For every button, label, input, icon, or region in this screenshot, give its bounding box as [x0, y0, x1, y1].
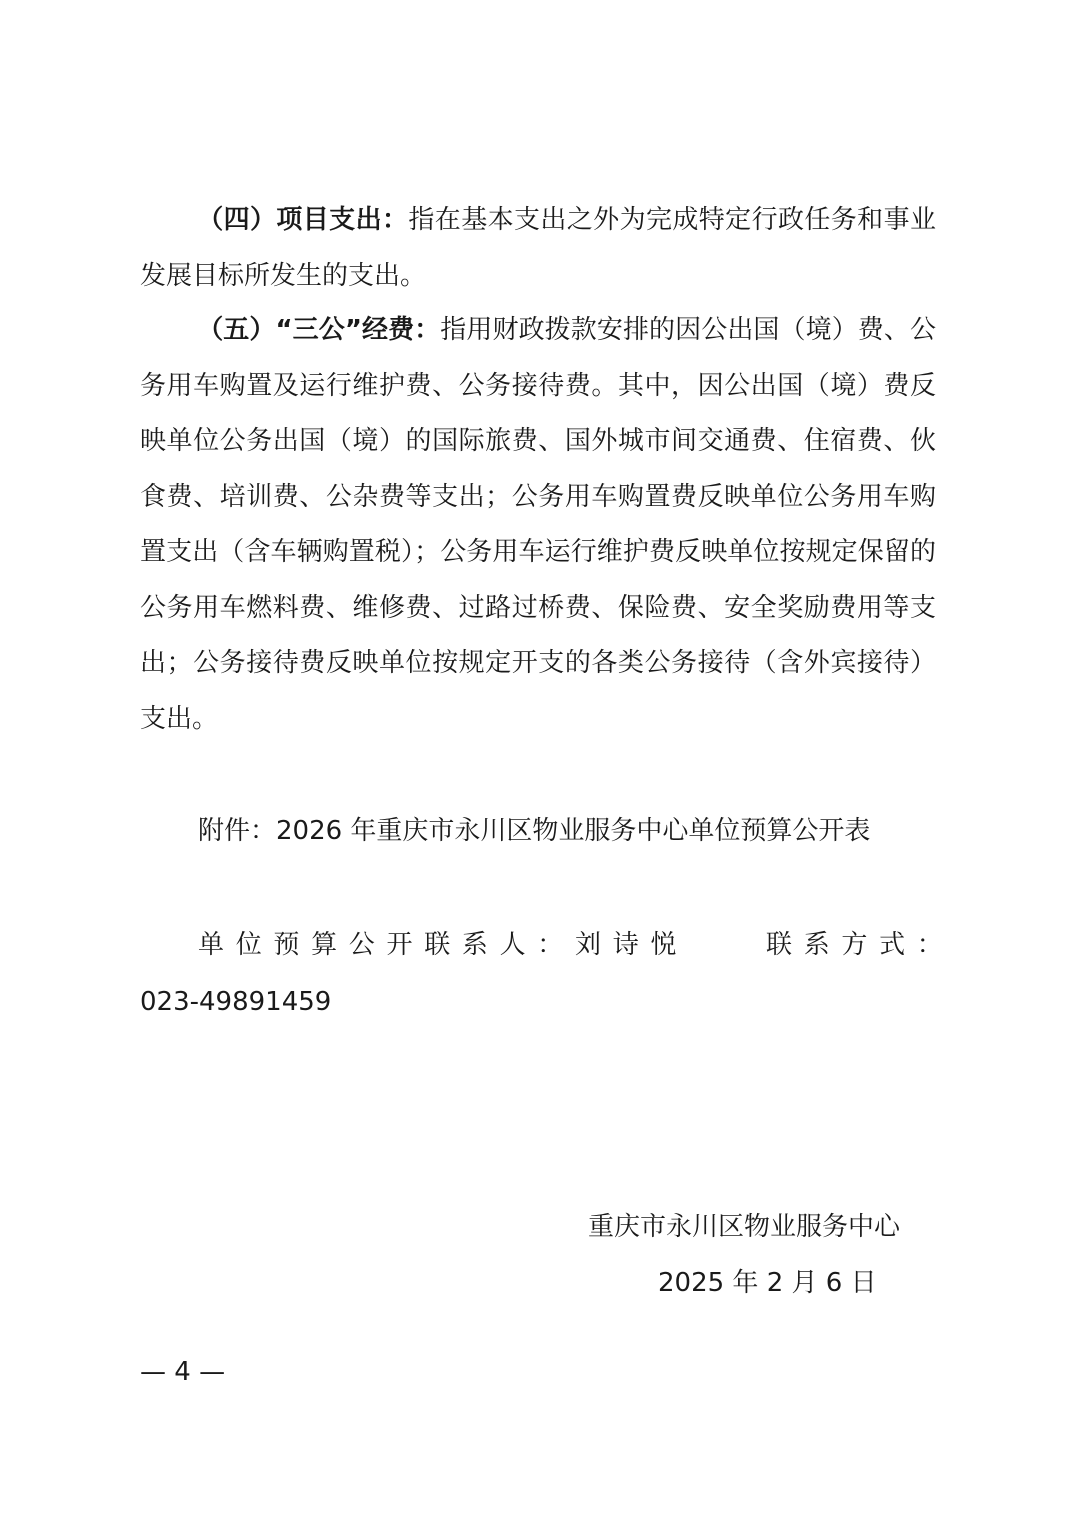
contact-method-label: 联系方式： — [766, 930, 955, 960]
attachment-line: 附件：2026 年重庆市永川区物业服务中心单位预算公开表 — [198, 816, 871, 846]
section-heading: （五）“三公”经费： — [197, 315, 441, 345]
paragraph — [140, 193, 936, 304]
signature-org: 重庆市永川区物业服务中心 — [588, 1212, 901, 1242]
section-project-expenditure — [140, 193, 936, 304]
contact-phone: 023-49891459 — [140, 987, 332, 1017]
section-three-public-expenses — [140, 303, 936, 747]
section-heading: （四）项目支出： — [197, 205, 409, 235]
contact-person: 单位预算公开联系人：刘诗悦 — [198, 930, 689, 960]
page-number: — 4 — — [140, 1357, 226, 1387]
signature-date: 2025 年 2 月 6 日 — [658, 1268, 877, 1298]
paragraph — [140, 303, 936, 747]
section-text: 指用财政拨款安排的因公出国（境）费、公务用车购置及运行维护费、公务接待费。其中，因公出国（境）费反映单位公务出国（境）的国际旅费、国外城市间交通费、住宿费、伙食费、培训费、公杂费等支出；公务用车购置费反映单位公务用车购置支出（含车辆购置税）；公务用车运行维护费反映单位按规定保留的公务用车燃料费、维修费、过路过桥费、保险费、安全奖励费用等支出；公务接待费反映单位按规定开支的各类公务接待（含外宾接待）支出。 — [140, 315, 936, 734]
section-text: 指在基本支出之外为完成特定行政任务和事业发展目标所发生的支出。 — [140, 205, 936, 291]
